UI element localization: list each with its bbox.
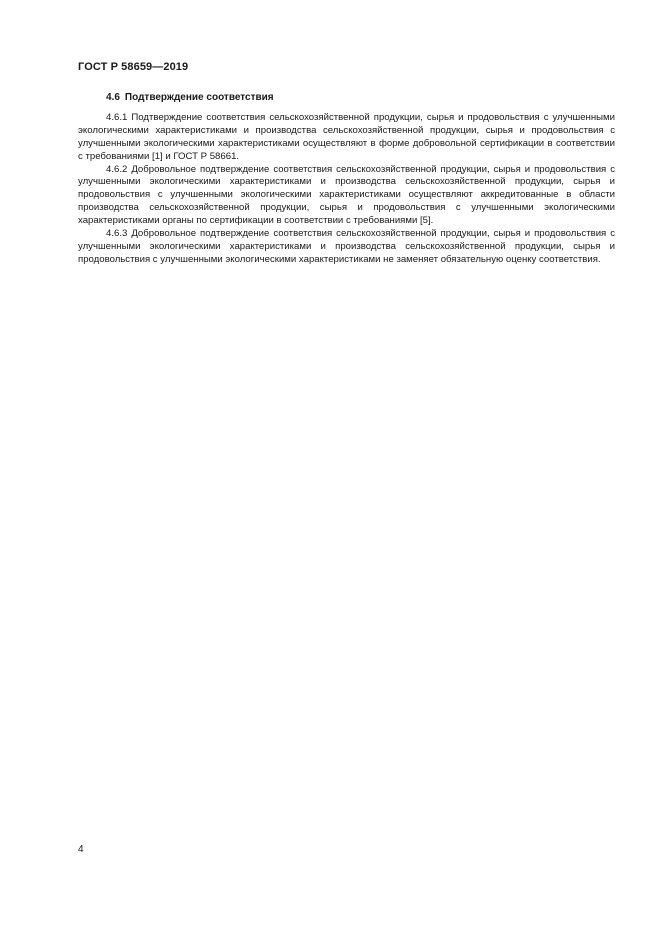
clause-number: 4.6.2 — [106, 163, 128, 175]
clause-number: 4.6.3 — [106, 228, 128, 240]
document-header: ГОСТ Р 58659—2019 — [78, 61, 189, 73]
page-number: 4 — [78, 844, 84, 855]
clause-4-6-1 — [78, 112, 615, 164]
clause-4-6-2 — [78, 164, 615, 229]
clause-4-6-3 — [78, 228, 615, 267]
section-heading — [78, 92, 615, 105]
section-title: Подтверждение соответствия — [124, 92, 274, 103]
clause-text: Добровольное подтверждение соответствия сельскохозяйственной продукции, сырья и продовольствия с улучшенными экологическими характеристиками и производства сельскохозяйственной продукции, сырья и продовольствия с улучшенными экологическими характеристиками осуществляют аккредитованные в области производства сельскохозяйственной продукции, сырья и продовольствия с улучшенными экологическими характеристиками органы по сертификации в соответствии с требованиями [5]. — [78, 163, 615, 227]
document-body — [78, 92, 615, 267]
clause-text: Добровольное подтверждение соответствия сельскохозяйственной продукции, сырья и продовольствия с улучшенными экологическими характеристиками и производства сельскохозяйственной продукции, сырья и продовольствия с улучшенными экологическими характеристиками не заменяет обязательную оценку соответствия. — [78, 228, 615, 265]
clause-number: 4.6.1 — [106, 111, 128, 123]
section-number: 4.6 — [106, 92, 120, 103]
clause-text: Подтверждение соответствия сельскохозяйственной продукции, сырья и продовольствия с улучшенными экологическими характеристиками и производства сельскохозяйственной продукции, сырья и продовольствия с улучшенными экологическими характеристиками осуществляют в форме добровольной сертификации в соответствии с требованиями [1] и ГОСТ Р 58661. — [78, 111, 615, 162]
